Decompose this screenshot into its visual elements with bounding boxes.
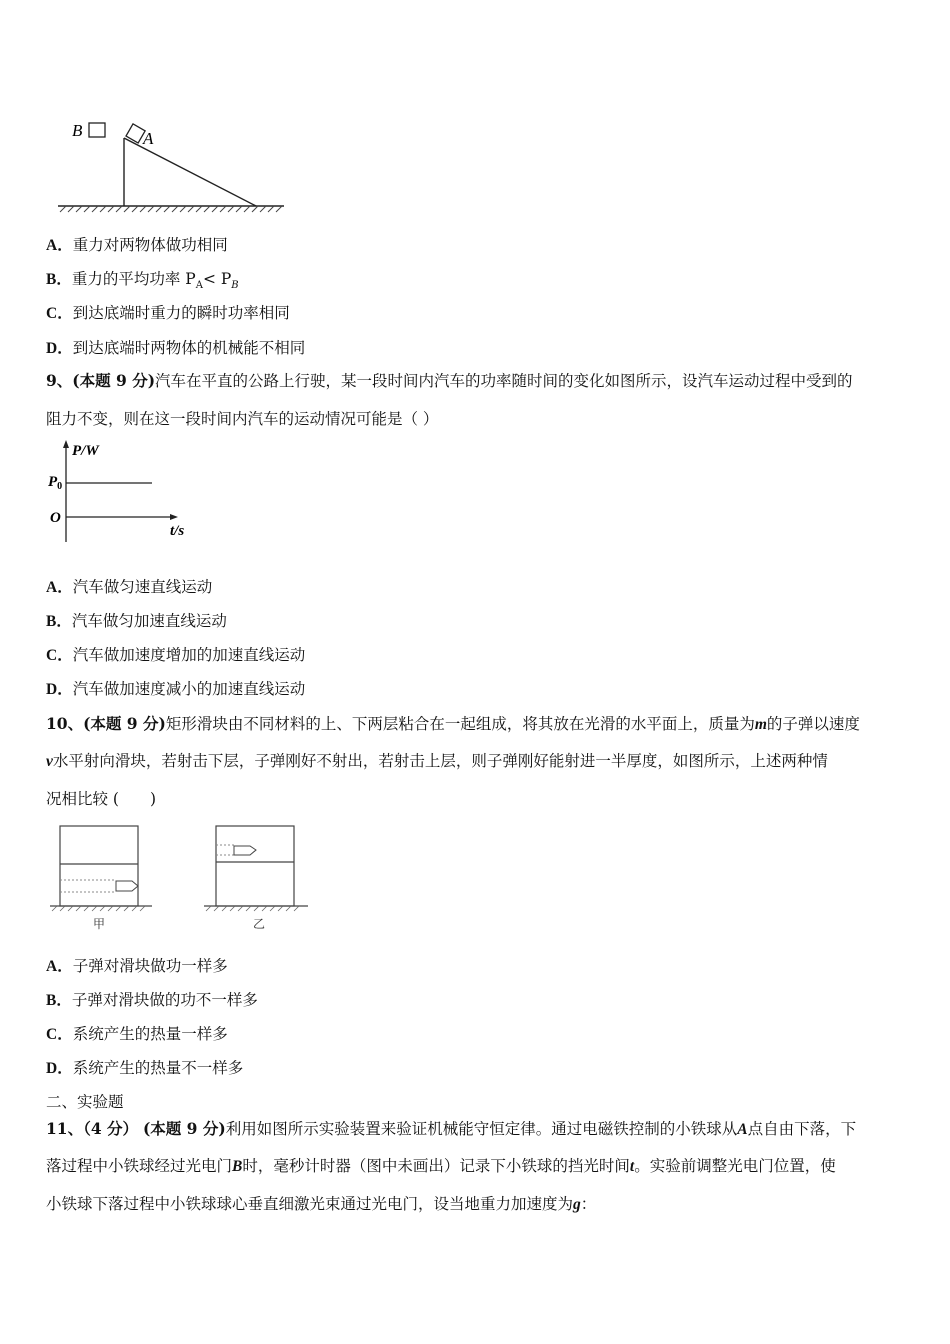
option-letter: A．	[46, 958, 73, 975]
stem-text: 时，毫秒计时器（图中未画出）记录下小铁球的挡光时间	[242, 1157, 630, 1175]
var-m: m	[754, 716, 767, 733]
ground-hatch	[60, 206, 282, 212]
label-jia: 甲	[93, 917, 106, 931]
incline-slope	[124, 138, 256, 206]
option-text: 到达底端时重力的瞬时功率相同	[72, 304, 290, 322]
option-text: 子弹对滑块做功一样多	[72, 957, 228, 975]
option-text: 汽车做加速度减小的加速直线运动	[72, 680, 306, 698]
x-axis-arrow	[170, 514, 178, 520]
q9-stem-line-1	[46, 370, 853, 392]
power-time-graph	[44, 438, 204, 548]
q11-stem-line-1	[46, 1118, 856, 1141]
q9-option-d	[46, 678, 305, 701]
option-letter: D．	[46, 1060, 73, 1077]
bullet-upper	[234, 846, 256, 855]
q11-stem-line-2	[46, 1155, 836, 1178]
label-b: B	[72, 121, 83, 140]
x-axis-label: t/s	[170, 523, 185, 539]
option-letter: C．	[46, 647, 73, 664]
option-text: 重力的平均功率 P	[71, 270, 196, 288]
p0-label: $P_0$	[48, 474, 63, 492]
y-axis-arrow	[63, 440, 69, 448]
block-b	[89, 123, 105, 137]
subscript-a: A	[195, 280, 203, 292]
q10-stem-line-3	[46, 788, 156, 810]
bullet-lower	[116, 881, 138, 891]
question-number: 11、	[46, 1119, 84, 1138]
option-letter: D．	[46, 681, 73, 698]
question-score: (本题 9 分)	[142, 1119, 226, 1138]
var-b: B	[232, 1158, 243, 1175]
q10-option-b	[46, 989, 258, 1012]
q10-stem-line-1	[46, 713, 860, 736]
stem-text: 点自由下落，下	[747, 1120, 857, 1138]
option-letter: D．	[46, 340, 73, 357]
option-letter: B．	[46, 613, 72, 630]
option-text: 汽车做匀速直线运动	[72, 578, 213, 596]
label-yi: 乙	[253, 917, 266, 931]
stem-text: 利用如图所示实验装置来验证机械能守恒定律。通过电磁铁控制的小铁球从	[225, 1120, 738, 1138]
option-letter: A．	[46, 237, 73, 254]
q10-option-d	[46, 1057, 243, 1080]
q11-stem-line-3	[46, 1193, 596, 1216]
stem-text: ：	[580, 1195, 597, 1213]
label-a: A	[143, 129, 154, 148]
option-text-mid: < P	[202, 270, 232, 288]
q8-option-a	[46, 234, 228, 257]
question-score: (本题 9 分)	[72, 371, 156, 390]
stem-text: 。实验前调整光电门位置，使	[634, 1157, 836, 1175]
option-letter: B．	[46, 271, 72, 288]
q9-option-b	[46, 610, 227, 633]
section-title-text: 二、实验题	[46, 1093, 124, 1111]
section-title	[46, 1091, 124, 1113]
option-letter: B．	[46, 992, 72, 1009]
stem-text: 汽车在平直的公路上行驶，某一段时间内汽车的功率随时间的变化如图所示，设汽车运动过程中受到的	[155, 372, 853, 390]
question-score: (本题 9 分)	[83, 714, 166, 733]
stem-text: 水平射向滑块，若射击下层，子弹刚好不射出，若射击上层，则子弹刚好能射进一半厚度，如图所示，上述两种情	[52, 752, 828, 770]
stem-text: 阻力不变，则在这一段时间内汽车的运动情况可能是（ ）	[46, 410, 439, 428]
bullet-block-figure	[48, 822, 318, 937]
q8-option-b	[46, 268, 239, 297]
option-letter: C．	[46, 1026, 73, 1043]
var-a: A	[737, 1121, 748, 1138]
q9-option-c	[46, 644, 305, 667]
var-t: t	[629, 1158, 635, 1175]
question-number: 9、	[46, 371, 73, 390]
block-jia	[50, 826, 152, 931]
q8-option-d	[46, 337, 305, 360]
option-text: 系统产生的热量不一样多	[72, 1059, 244, 1077]
stem-text: 矩形滑块由不同材料的上、下两层粘合在一起组成，将其放在光滑的水平面上，质量为	[165, 715, 755, 733]
stem-text: 的子弹以速度	[766, 715, 860, 733]
option-text: 重力对两物体做功相同	[72, 236, 228, 254]
block-yi	[204, 826, 308, 931]
stem-text: 小铁球下落过程中小铁球球心垂直细激光束通过光电门，设当地重力加速度为	[46, 1195, 574, 1213]
var-v: v	[46, 753, 53, 770]
option-letter: C．	[46, 305, 73, 322]
question-number: 10、	[46, 714, 84, 733]
option-text: 汽车做匀加速直线运动	[71, 612, 227, 630]
option-letter: A．	[46, 579, 73, 596]
origin-label: O	[50, 510, 61, 526]
stem-text: 落过程中小铁球经过光电门	[46, 1157, 233, 1175]
q9-option-a	[46, 576, 212, 599]
q9-stem-line-2	[46, 408, 438, 430]
question-points: （4 分）	[83, 1119, 139, 1138]
incline-figure	[56, 110, 296, 220]
y-axis-label: P/W	[72, 443, 99, 459]
stem-text: 况相比较 ( )	[46, 790, 157, 808]
option-text: 到达底端时两物体的机械能不相同	[72, 339, 306, 357]
option-text: 系统产生的热量一样多	[72, 1025, 228, 1043]
q10-stem-line-2	[46, 750, 828, 773]
q10-option-c	[46, 1023, 228, 1046]
q10-option-a	[46, 955, 228, 978]
q8-option-c	[46, 302, 290, 325]
subscript-b: B	[231, 280, 239, 292]
option-text: 子弹对滑块做的功不一样多	[71, 991, 258, 1009]
option-text: 汽车做加速度增加的加速直线运动	[72, 646, 306, 664]
var-g: g	[573, 1196, 581, 1213]
